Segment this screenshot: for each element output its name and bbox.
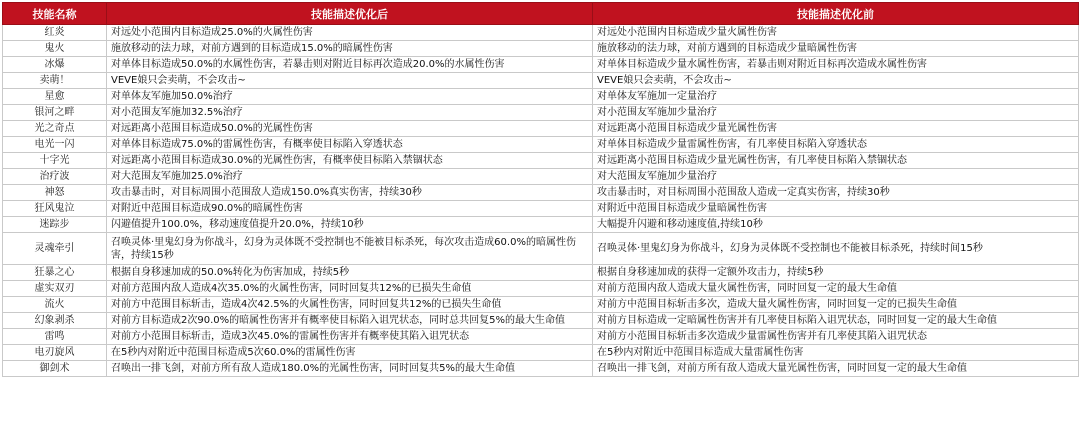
desc-before-cell: 对前方目标造成一定暗属性伤害并有几率使目标陷入诅咒状态，同时回复一定的最大生命值 [593, 313, 1079, 329]
table-row [3, 25, 1079, 41]
desc-after-cell: 对远距离小范围目标造成50.0%的光属性伤害 [107, 121, 593, 137]
skill-name-cell: 幻象剥杀 [3, 313, 107, 329]
table-row [3, 233, 1079, 265]
table-row [3, 169, 1079, 185]
desc-before-cell: 召唤出一排飞剑，对前方所有敌人造成大量光属性伤害，同时回复一定的最大生命值 [593, 361, 1079, 377]
desc-before-cell: VEVE娘只会卖萌，不会攻击~ [593, 73, 1079, 89]
skill-name-cell: 御剑术 [3, 361, 107, 377]
skill-name-cell: 光之奇点 [3, 121, 107, 137]
desc-before-cell: 对小范围友军施加少量治疗 [593, 105, 1079, 121]
desc-after-cell: 施放移动的法力球，对前方遇到的目标造成15.0%的暗属性伤害 [107, 41, 593, 57]
desc-after-cell: 攻击暴击时，对目标周围小范围敌人造成150.0%真实伤害，持续30秒 [107, 185, 593, 201]
table-row [3, 217, 1079, 233]
desc-before-cell: 对远距离小范围目标造成少量光属性伤害，有几率使目标陷入禁锢状态 [593, 153, 1079, 169]
table-row [3, 297, 1079, 313]
desc-before-cell: 攻击暴击时，对目标周围小范围敌人造成一定真实伤害，持续30秒 [593, 185, 1079, 201]
desc-before-cell: 对单体友军施加一定量治疗 [593, 89, 1079, 105]
skill-name-cell: 神怒 [3, 185, 107, 201]
desc-after-cell: 对单体目标造成50.0%的水属性伤害，若暴击则对附近目标再次造成20.0%的水属性伤害 [107, 57, 593, 73]
table-row [3, 121, 1079, 137]
table-row [3, 281, 1079, 297]
skill-name-cell: 鬼火 [3, 41, 107, 57]
header-skill-name: 技能名称 [3, 3, 107, 25]
table-row [3, 265, 1079, 281]
table-row [3, 345, 1079, 361]
skill-name-cell: 迷踪步 [3, 217, 107, 233]
skill-table [2, 2, 1079, 377]
desc-after-cell: 对小范围友军施加32.5%治疗 [107, 105, 593, 121]
desc-after-cell: 对前方范围内敌人造成4次35.0%的火属性伤害，同时回复共12%的已损失生命值 [107, 281, 593, 297]
desc-before-cell: 对远处小范围内目标造成少量火属性伤害 [593, 25, 1079, 41]
skill-name-cell: 十字光 [3, 153, 107, 169]
table-row [3, 73, 1079, 89]
desc-after-cell: 召唤出一排飞剑，对前方所有敌人造成180.0%的光属性伤害，同时回复共5%的最大生命值 [107, 361, 593, 377]
table-row [3, 185, 1079, 201]
desc-before-cell: 对大范围友军施加少量治疗 [593, 169, 1079, 185]
desc-before-cell: 对前方中范围目标斩击多次，造成大量火属性伤害，同时回复一定的已损失生命值 [593, 297, 1079, 313]
desc-before-cell: 对单体目标造成少量雷属性伤害，有几率使目标陷入穿透状态 [593, 137, 1079, 153]
header-row [3, 3, 1079, 25]
skill-name-cell: 灵魂牵引 [3, 233, 107, 265]
desc-after-cell: 召唤灵体·里鬼幻身为你战斗，幻身为灵体既不受控制也不能被目标杀死，每次攻击造成60.0%的暗属性伤害，持续15秒 [107, 233, 593, 265]
desc-before-cell: 召唤灵体·里鬼幻身为你战斗，幻身为灵体既不受控制也不能被目标杀死，持续时间15秒 [593, 233, 1079, 265]
desc-after-cell: 对附近中范围目标造成90.0%的暗属性伤害 [107, 201, 593, 217]
skill-name-cell: 雷鸣 [3, 329, 107, 345]
desc-after-cell: 对前方小范围目标斩击，造成3次45.0%的雷属性伤害并有概率使其陷入诅咒状态 [107, 329, 593, 345]
skill-name-cell: 虚实双刃 [3, 281, 107, 297]
desc-after-cell: 对大范围友军施加25.0%治疗 [107, 169, 593, 185]
table-row [3, 105, 1079, 121]
desc-after-cell: 对远距离小范围目标造成30.0%的光属性伤害，有概率使目标陷入禁锢状态 [107, 153, 593, 169]
table-row [3, 89, 1079, 105]
skill-name-cell: 流火 [3, 297, 107, 313]
desc-after-cell: 对单体目标造成75.0%的雷属性伤害，有概率使目标陷入穿透状态 [107, 137, 593, 153]
skill-name-cell: 狂暴之心 [3, 265, 107, 281]
table-row [3, 329, 1079, 345]
desc-before-cell: 对前方小范围目标斩击多次造成少量雷属性伤害并有几率使其陷入诅咒状态 [593, 329, 1079, 345]
desc-after-cell: 根据自身移速加成的50.0%转化为伤害加成，持续5秒 [107, 265, 593, 281]
skill-name-cell: 电光一闪 [3, 137, 107, 153]
table-row [3, 153, 1079, 169]
skill-name-cell: 治疗波 [3, 169, 107, 185]
skill-name-cell: 星愈 [3, 89, 107, 105]
desc-after-cell: 闪避值提升100.0%，移动速度值提升20.0%，持续10秒 [107, 217, 593, 233]
desc-after-cell: VEVE娘只会卖萌，不会攻击~ [107, 73, 593, 89]
desc-before-cell: 对附近中范围目标造成少量暗属性伤害 [593, 201, 1079, 217]
desc-before-cell: 在5秒内对附近中范围目标造成大量雷属性伤害 [593, 345, 1079, 361]
desc-before-cell: 对远距离小范围目标造成少量光属性伤害 [593, 121, 1079, 137]
table-row [3, 41, 1079, 57]
table-body [3, 25, 1079, 377]
skill-name-cell: 红炎 [3, 25, 107, 41]
skill-name-cell: 狂风鬼泣 [3, 201, 107, 217]
table-row [3, 201, 1079, 217]
desc-before-cell: 施放移动的法力球，对前方遇到的目标造成少量暗属性伤害 [593, 41, 1079, 57]
desc-after-cell: 对前方中范围目标斩击，造成4次42.5%的火属性伤害，同时回复共12%的已损失生命值 [107, 297, 593, 313]
table-row [3, 57, 1079, 73]
table-row [3, 361, 1079, 377]
skill-name-cell: 电刃旋风 [3, 345, 107, 361]
table-row [3, 137, 1079, 153]
header-desc-before: 技能描述优化前 [593, 3, 1079, 25]
header-desc-after: 技能描述优化后 [107, 3, 593, 25]
desc-after-cell: 对单体友军施加50.0%治疗 [107, 89, 593, 105]
desc-before-cell: 根据自身移速加成的获得一定额外攻击力，持续5秒 [593, 265, 1079, 281]
desc-before-cell: 对前方范围内敌人造成大量火属性伤害，同时回复一定的最大生命值 [593, 281, 1079, 297]
desc-after-cell: 在5秒内对附近中范围目标造成5次60.0%的雷属性伤害 [107, 345, 593, 361]
skill-name-cell: 卖萌！ [3, 73, 107, 89]
desc-before-cell: 对单体目标造成少量水属性伤害，若暴击则对附近目标再次造成水属性伤害 [593, 57, 1079, 73]
table-row [3, 313, 1079, 329]
skill-name-cell: 冰爆 [3, 57, 107, 73]
desc-before-cell: 大幅提升闪避和移动速度值,持续10秒 [593, 217, 1079, 233]
desc-after-cell: 对远处小范围内目标造成25.0%的火属性伤害 [107, 25, 593, 41]
desc-after-cell: 对前方目标造成2次90.0%的暗属性伤害并有概率使目标陷入诅咒状态，同时总共回复5%的最大生命值 [107, 313, 593, 329]
skill-name-cell: 银河之畔 [3, 105, 107, 121]
